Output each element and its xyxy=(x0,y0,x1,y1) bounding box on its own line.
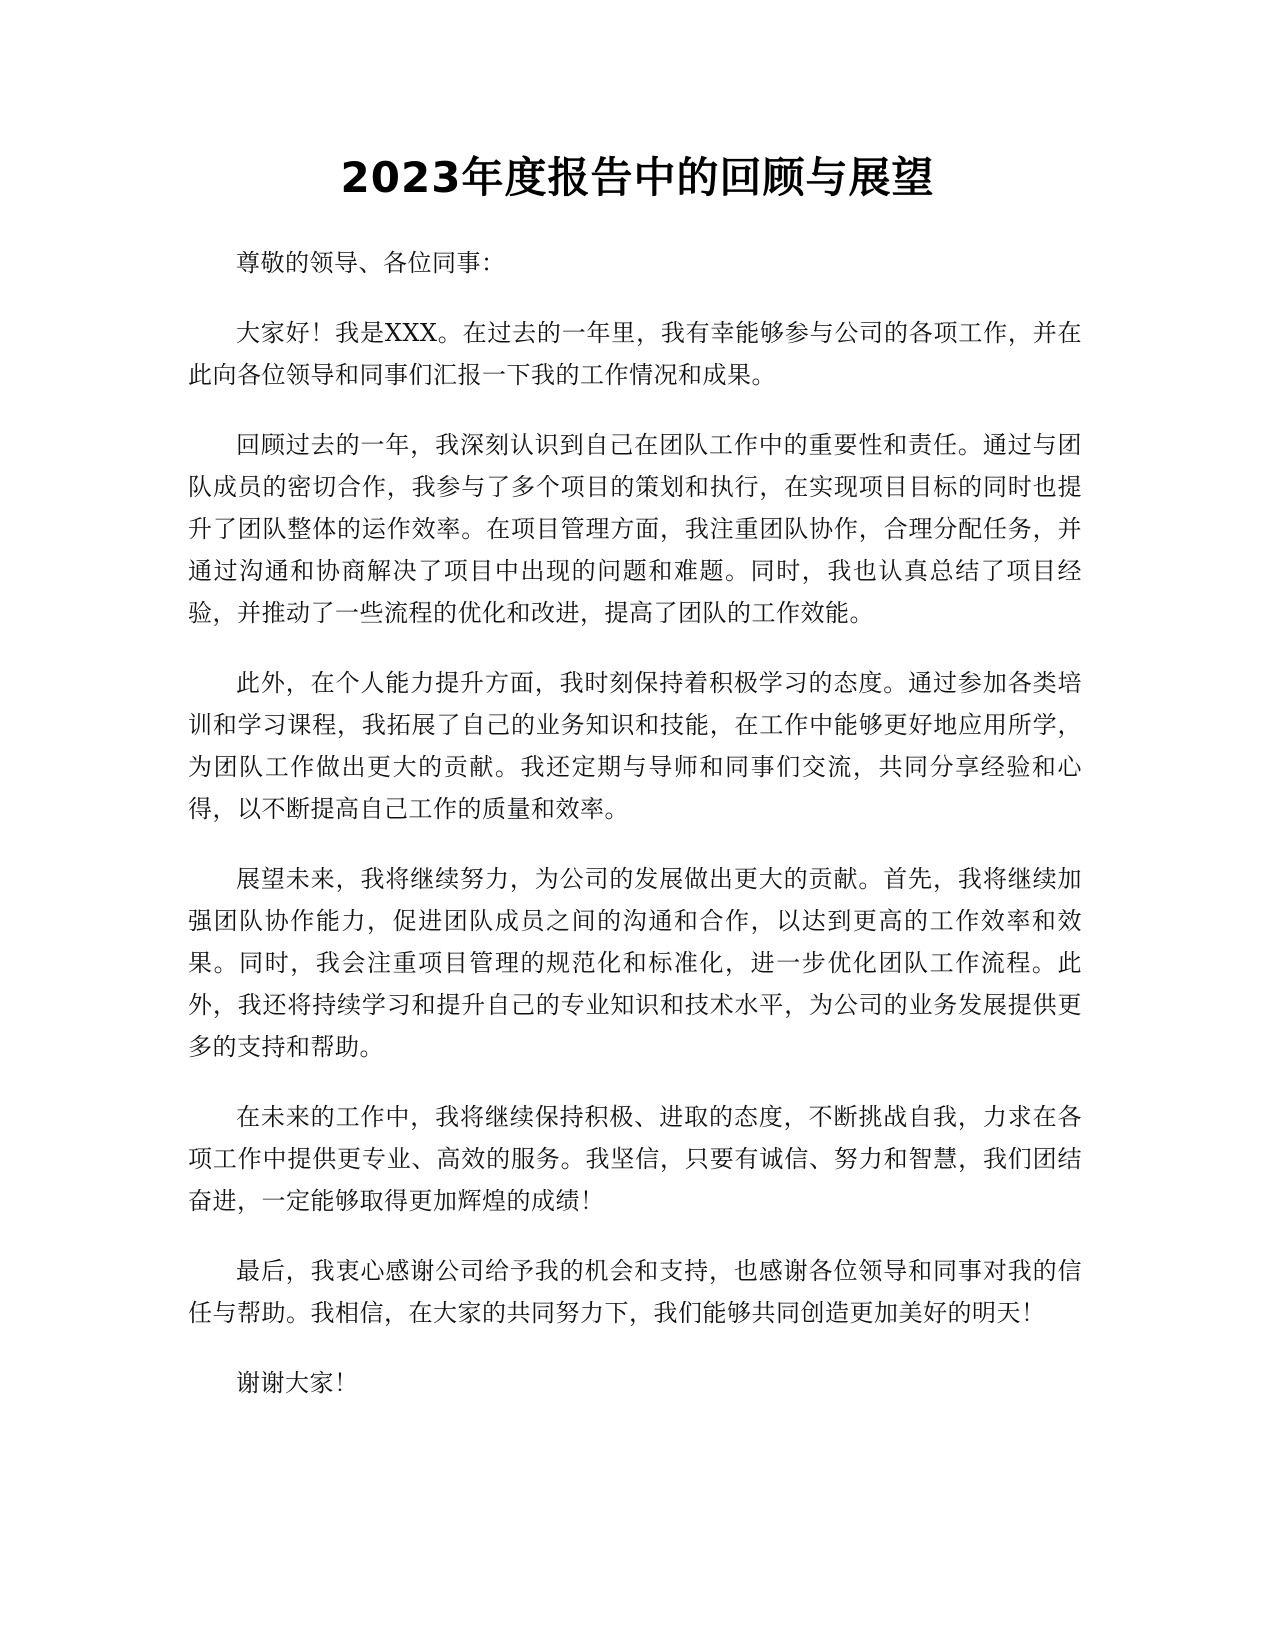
future-work-paragraph: 在未来的工作中，我将继续保持积极、进取的态度，不断挑战自我，力求在各项工作中提供更专业、高效的服务。我坚信，只要有诚信、努力和智慧，我们团结奋进，一定能够取得更加辉煌的成绩！ xyxy=(188,1103,1082,1215)
thanks-paragraph: 最后，我衷心感谢公司给予我的机会和支持，也感谢各位领导和同事对我的信任与帮助。我相信，在大家的共同努力下，我们能够共同创造更加美好的明天！ xyxy=(188,1257,1082,1327)
salutation-paragraph: 尊敬的领导、各位同事： xyxy=(236,249,506,277)
self-improvement-paragraph: 此外，在个人能力提升方面，我时刻保持着积极学习的态度。通过参加各类培训和学习课程，我拓展了自己的业务知识和技能，在工作中能够更好地应用所学，为团队工作做出更大的贡献。我还定期与导师和同事们交流，共同分享经验和心得，以不断提高自己工作的质量和效率。 xyxy=(188,669,1082,823)
outlook-paragraph: 展望未来，我将继续努力，为公司的发展做出更大的贡献。首先，我将继续加强团队协作能力，促进团队成员之间的沟通和合作，以达到更高的工作效率和效果。同时，我会注重项目管理的规范化和标准化，进一步优化团队工作流程。此外，我还将持续学习和提升自己的专业知识和技术水平，为公司的业务发展提供更多的支持和帮助。 xyxy=(188,865,1082,1061)
closing-paragraph: 谢谢大家！ xyxy=(236,1369,359,1397)
review-paragraph: 回顾过去的一年，我深刻认识到自己在团队工作中的重要性和责任。通过与团队成员的密切合作，我参与了多个项目的策划和执行，在实现项目目标的同时也提升了团队整体的运作效率。在项目管理方面，我注重团队协作，合理分配任务，并通过沟通和协商解决了项目中出现的问题和难题。同时，我也认真总结了项目经验，并推动了一些流程的优化和改进，提高了团队的工作效能。 xyxy=(188,431,1082,627)
greeting-paragraph: 大家好！我是XXX。在过去的一年里，我有幸能够参与公司的各项工作，并在此向各位领导和同事们汇报一下我的工作情况和成果。 xyxy=(188,319,1082,389)
document-body xyxy=(188,242,1082,1432)
document-title: 2023年度报告中的回顾与展望 xyxy=(340,153,935,202)
